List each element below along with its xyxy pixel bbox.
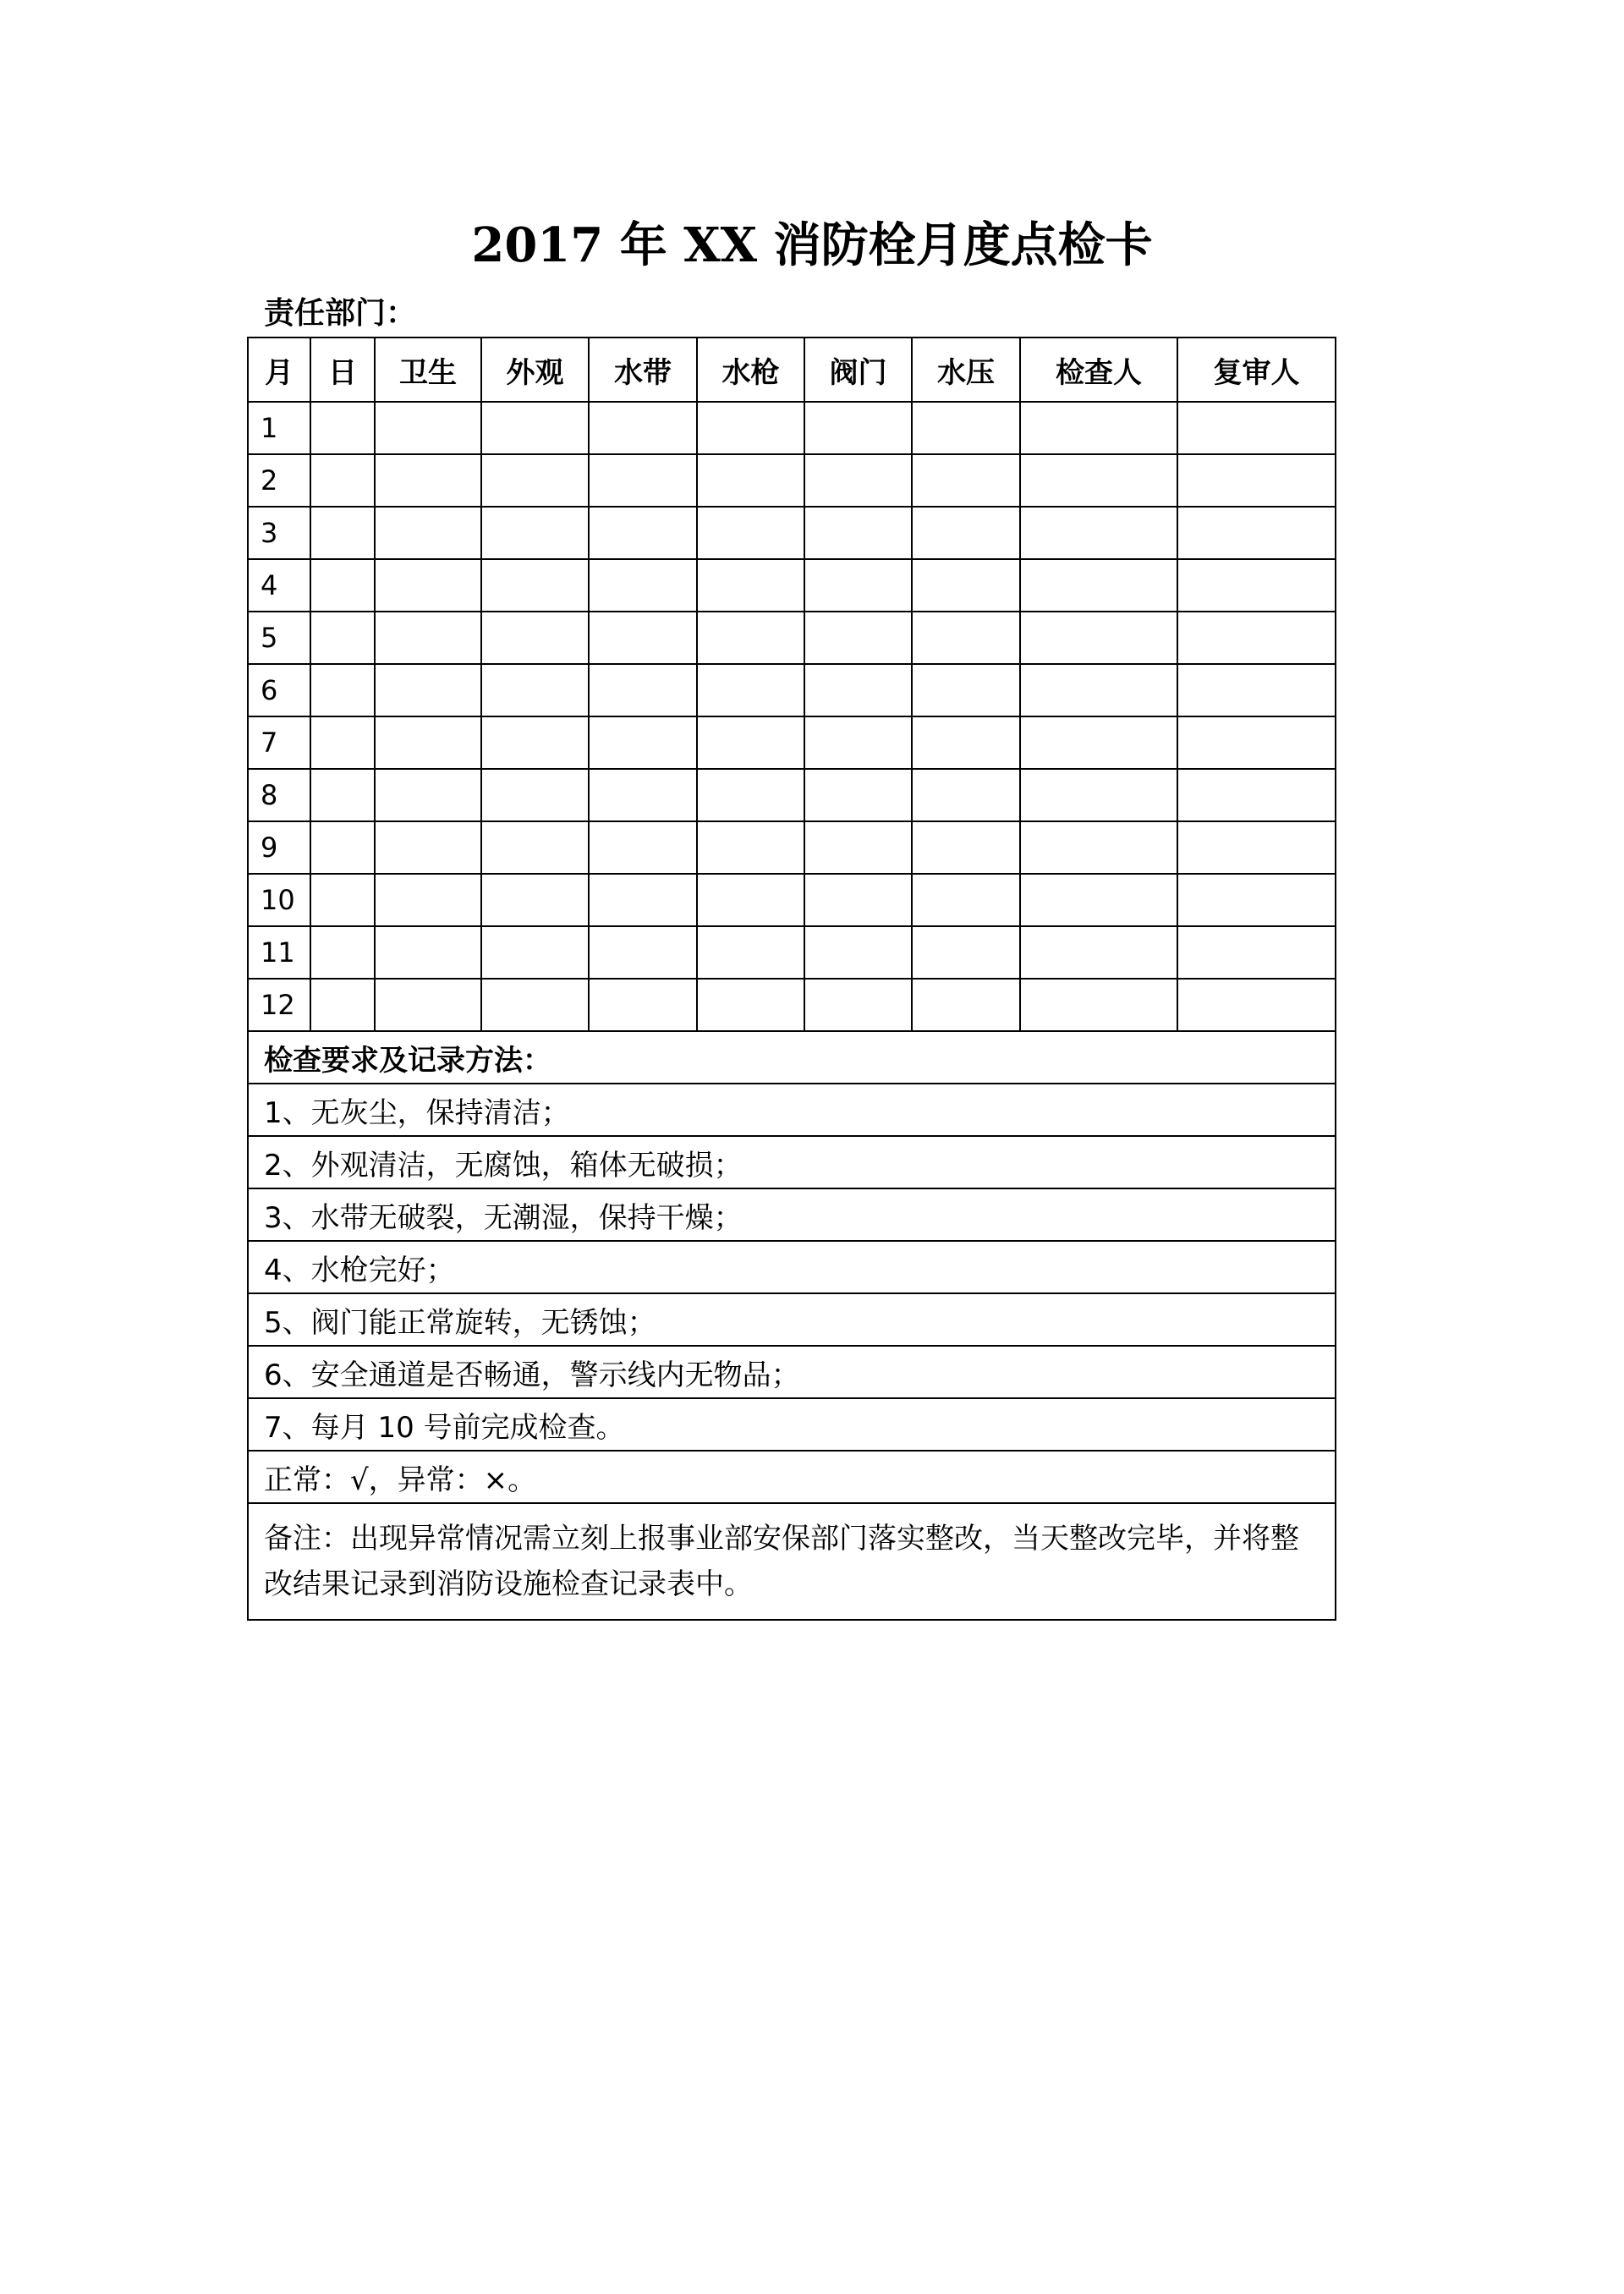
requirement-item-7: 7、每月 10 号前完成检查。 bbox=[248, 1398, 1336, 1451]
appearance-cell[interactable] bbox=[481, 979, 589, 1031]
col-header-reviewer: 复审人 bbox=[1177, 338, 1336, 402]
col-header-pressure: 水压 bbox=[912, 338, 1020, 402]
nozzle-cell[interactable] bbox=[697, 612, 804, 664]
inspector-cell[interactable] bbox=[1020, 559, 1177, 612]
valve-cell[interactable] bbox=[804, 716, 912, 769]
nozzle-cell[interactable] bbox=[697, 874, 804, 926]
inspector-cell[interactable] bbox=[1020, 979, 1177, 1031]
hygiene-cell[interactable] bbox=[375, 612, 481, 664]
valve-cell[interactable] bbox=[804, 926, 912, 979]
col-header-hygiene: 卫生 bbox=[375, 338, 481, 402]
hygiene-cell[interactable] bbox=[375, 507, 481, 559]
reviewer-cell[interactable] bbox=[1177, 821, 1336, 874]
month-cell: 7 bbox=[248, 716, 310, 769]
hose-cell[interactable] bbox=[589, 874, 697, 926]
day-cell[interactable] bbox=[310, 402, 375, 454]
table-row bbox=[248, 559, 1336, 612]
hygiene-cell[interactable] bbox=[375, 454, 481, 507]
valve-cell[interactable] bbox=[804, 454, 912, 507]
reviewer-cell[interactable] bbox=[1177, 716, 1336, 769]
pressure-cell[interactable] bbox=[912, 716, 1020, 769]
day-cell[interactable] bbox=[310, 979, 375, 1031]
requirement-item-6: 6、安全通道是否畅通，警示线内无物品； bbox=[248, 1346, 1336, 1398]
hose-cell[interactable] bbox=[589, 926, 697, 979]
reviewer-cell[interactable] bbox=[1177, 454, 1336, 507]
hygiene-cell[interactable] bbox=[375, 716, 481, 769]
pressure-cell[interactable] bbox=[912, 559, 1020, 612]
appearance-cell[interactable] bbox=[481, 769, 589, 821]
appearance-cell[interactable] bbox=[481, 612, 589, 664]
day-cell[interactable] bbox=[310, 769, 375, 821]
valve-cell[interactable] bbox=[804, 979, 912, 1031]
appearance-cell[interactable] bbox=[481, 664, 589, 716]
col-header-day: 日 bbox=[310, 338, 375, 402]
valve-cell[interactable] bbox=[804, 612, 912, 664]
day-cell[interactable] bbox=[310, 507, 375, 559]
valve-cell[interactable] bbox=[804, 769, 912, 821]
hygiene-cell[interactable] bbox=[375, 821, 481, 874]
nozzle-cell[interactable] bbox=[697, 979, 804, 1031]
appearance-cell[interactable] bbox=[481, 454, 589, 507]
month-cell: 11 bbox=[248, 926, 310, 979]
inspector-cell[interactable] bbox=[1020, 612, 1177, 664]
inspector-cell[interactable] bbox=[1020, 664, 1177, 716]
table-row bbox=[248, 454, 1336, 507]
appearance-cell[interactable] bbox=[481, 716, 589, 769]
pressure-cell[interactable] bbox=[912, 926, 1020, 979]
col-header-appearance: 外观 bbox=[481, 338, 589, 402]
month-cell: 8 bbox=[248, 769, 310, 821]
hygiene-cell[interactable] bbox=[375, 926, 481, 979]
nozzle-cell[interactable] bbox=[697, 664, 804, 716]
inspector-cell[interactable] bbox=[1020, 402, 1177, 454]
col-header-hose: 水带 bbox=[589, 338, 697, 402]
day-cell[interactable] bbox=[310, 716, 375, 769]
hose-cell[interactable] bbox=[589, 402, 697, 454]
pressure-cell[interactable] bbox=[912, 874, 1020, 926]
hose-cell[interactable] bbox=[589, 821, 697, 874]
col-header-inspector: 检查人 bbox=[1020, 338, 1177, 402]
requirement-item-5: 5、阀门能正常旋转，无锈蚀； bbox=[248, 1293, 1336, 1346]
valve-cell[interactable] bbox=[804, 874, 912, 926]
table-row bbox=[248, 716, 1336, 769]
requirement-item-2: 2、外观清洁，无腐蚀，箱体无破损； bbox=[248, 1136, 1336, 1188]
nozzle-cell[interactable] bbox=[697, 507, 804, 559]
day-cell[interactable] bbox=[310, 926, 375, 979]
hygiene-cell[interactable] bbox=[375, 402, 481, 454]
pressure-cell[interactable] bbox=[912, 402, 1020, 454]
hygiene-cell[interactable] bbox=[375, 769, 481, 821]
inspector-cell[interactable] bbox=[1020, 821, 1177, 874]
reviewer-cell[interactable] bbox=[1177, 664, 1336, 716]
reviewer-cell[interactable] bbox=[1177, 402, 1336, 454]
valve-cell[interactable] bbox=[804, 559, 912, 612]
month-cell: 5 bbox=[248, 612, 310, 664]
pressure-cell[interactable] bbox=[912, 612, 1020, 664]
reviewer-cell[interactable] bbox=[1177, 507, 1336, 559]
hose-cell[interactable] bbox=[589, 454, 697, 507]
hygiene-cell[interactable] bbox=[375, 979, 481, 1031]
inspector-cell[interactable] bbox=[1020, 507, 1177, 559]
appearance-cell[interactable] bbox=[481, 874, 589, 926]
table-row bbox=[248, 821, 1336, 874]
reviewer-cell[interactable] bbox=[1177, 769, 1336, 821]
appearance-cell[interactable] bbox=[481, 402, 589, 454]
remarks-note: 备注：出现异常情况需立刻上报事业部安保部门落实整改，当天整改完毕，并将整改结果记录到消防设施检查记录表中。 bbox=[248, 1503, 1336, 1620]
month-cell: 3 bbox=[248, 507, 310, 559]
hygiene-cell[interactable] bbox=[375, 664, 481, 716]
pressure-cell[interactable] bbox=[912, 507, 1020, 559]
col-header-valve: 阀门 bbox=[804, 338, 912, 402]
hose-cell[interactable] bbox=[589, 507, 697, 559]
requirement-item-3: 3、水带无破裂，无潮湿，保持干燥； bbox=[248, 1188, 1336, 1241]
department-label: 责任部门： bbox=[264, 296, 417, 331]
nozzle-cell[interactable] bbox=[697, 402, 804, 454]
nozzle-cell[interactable] bbox=[697, 821, 804, 874]
nozzle-cell[interactable] bbox=[697, 769, 804, 821]
col-header-nozzle: 水枪 bbox=[697, 338, 804, 402]
inspector-cell[interactable] bbox=[1020, 716, 1177, 769]
nozzle-cell[interactable] bbox=[697, 559, 804, 612]
day-cell[interactable] bbox=[310, 612, 375, 664]
appearance-cell[interactable] bbox=[481, 926, 589, 979]
requirements-heading: 检查要求及记录方法： bbox=[248, 1031, 1336, 1084]
table-row bbox=[248, 507, 1336, 559]
requirement-item-4: 4、水枪完好； bbox=[248, 1241, 1336, 1293]
hose-cell[interactable] bbox=[589, 612, 697, 664]
nozzle-cell[interactable] bbox=[697, 454, 804, 507]
valve-cell[interactable] bbox=[804, 507, 912, 559]
day-cell[interactable] bbox=[310, 821, 375, 874]
reviewer-cell[interactable] bbox=[1177, 926, 1336, 979]
inspector-cell[interactable] bbox=[1020, 926, 1177, 979]
appearance-cell[interactable] bbox=[481, 821, 589, 874]
page-title: 2017 年 XX 消防栓月度点检卡 bbox=[471, 217, 1153, 273]
pressure-cell[interactable] bbox=[912, 769, 1020, 821]
valve-cell[interactable] bbox=[804, 821, 912, 874]
table-row bbox=[248, 926, 1336, 979]
hose-cell[interactable] bbox=[589, 716, 697, 769]
nozzle-cell[interactable] bbox=[697, 716, 804, 769]
reviewer-cell[interactable] bbox=[1177, 874, 1336, 926]
day-cell[interactable] bbox=[310, 454, 375, 507]
pressure-cell[interactable] bbox=[912, 664, 1020, 716]
month-cell: 4 bbox=[248, 559, 310, 612]
inspector-cell[interactable] bbox=[1020, 874, 1177, 926]
col-header-month: 月 bbox=[248, 338, 310, 402]
appearance-cell[interactable] bbox=[481, 559, 589, 612]
valve-cell[interactable] bbox=[804, 402, 912, 454]
month-cell: 10 bbox=[248, 874, 310, 926]
day-cell[interactable] bbox=[310, 559, 375, 612]
table-row bbox=[248, 874, 1336, 926]
inspection-table bbox=[247, 337, 1336, 1621]
hose-cell[interactable] bbox=[589, 979, 697, 1031]
table-row bbox=[248, 664, 1336, 716]
valve-cell[interactable] bbox=[804, 664, 912, 716]
appearance-cell[interactable] bbox=[481, 507, 589, 559]
requirement-item-1: 1、无灰尘，保持清洁； bbox=[248, 1084, 1336, 1136]
table-row bbox=[248, 979, 1336, 1031]
month-cell: 12 bbox=[248, 979, 310, 1031]
day-cell[interactable] bbox=[310, 874, 375, 926]
month-cell: 1 bbox=[248, 402, 310, 454]
month-cell: 9 bbox=[248, 821, 310, 874]
inspector-cell[interactable] bbox=[1020, 454, 1177, 507]
table-row bbox=[248, 769, 1336, 821]
reviewer-cell[interactable] bbox=[1177, 559, 1336, 612]
reviewer-cell[interactable] bbox=[1177, 612, 1336, 664]
hygiene-cell[interactable] bbox=[375, 559, 481, 612]
hose-cell[interactable] bbox=[589, 664, 697, 716]
table-row bbox=[248, 402, 1336, 454]
nozzle-cell[interactable] bbox=[697, 926, 804, 979]
table-row bbox=[248, 612, 1336, 664]
month-cell: 2 bbox=[248, 454, 310, 507]
pressure-cell[interactable] bbox=[912, 454, 1020, 507]
legend: 正常：√，异常：×。 bbox=[248, 1451, 1336, 1503]
hose-cell[interactable] bbox=[589, 559, 697, 612]
pressure-cell[interactable] bbox=[912, 821, 1020, 874]
pressure-cell[interactable] bbox=[912, 979, 1020, 1031]
inspector-cell[interactable] bbox=[1020, 769, 1177, 821]
month-cell: 6 bbox=[248, 664, 310, 716]
hose-cell[interactable] bbox=[589, 769, 697, 821]
hygiene-cell[interactable] bbox=[375, 874, 481, 926]
reviewer-cell[interactable] bbox=[1177, 979, 1336, 1031]
day-cell[interactable] bbox=[310, 664, 375, 716]
header-row bbox=[248, 338, 1336, 402]
